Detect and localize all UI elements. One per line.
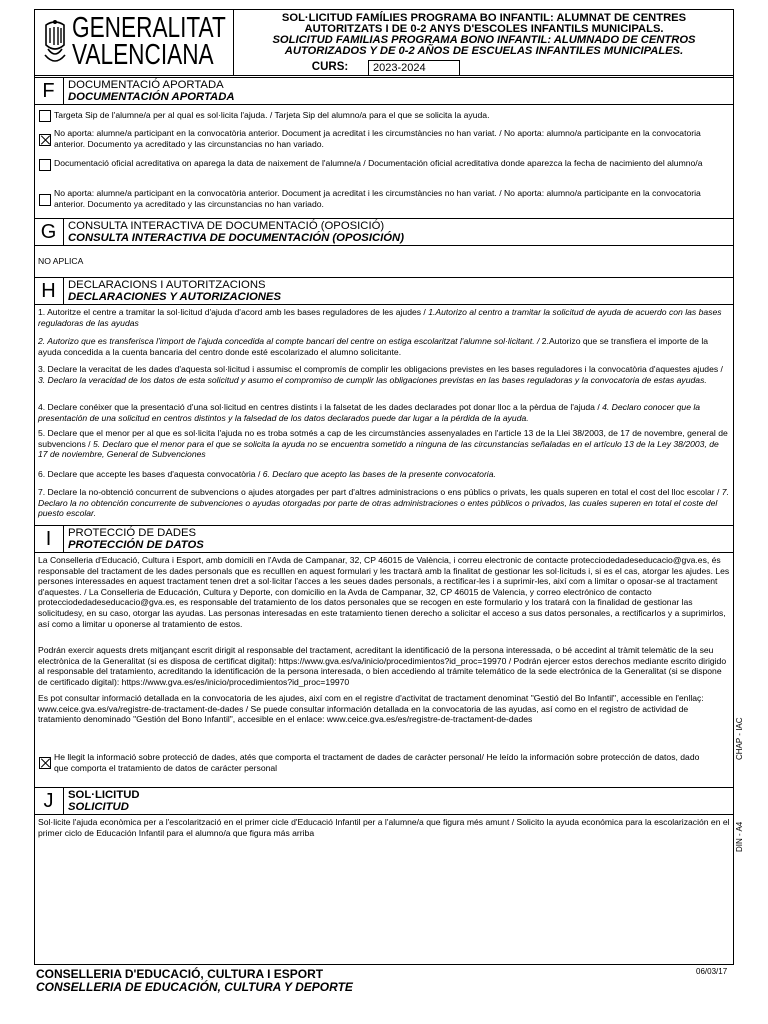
doc-item-sip-card: Targeta Sip de l'alumne/a per al qual es sol·licita l'ajuda. / Tarjeta Sip del alumno/a para el que se solicita la ayuda. <box>54 110 490 120</box>
data-protection-para-3: Es pot consultar informació detallada en la convocatoria de les ajudes, així com en el registre d'activitat de tractament denominat "Gestió del Bo Infantil", accessible en l'enllaç: www.ceice.gva.es/va/registre-de-tractament-de-dades / Se puede consultar información detallada en la convocatoria de las ayudas, así como en el registro de actividad de tratamiento denominado "Gestión del Bono Infantil", accesible en el enlace: www.ceice.gva.es/es/registre-de-tractament-de-dades <box>38 693 704 725</box>
logo-wordmark: GENERALITAT VALENCIANA <box>72 12 226 71</box>
curs-label: CURS: <box>311 61 349 73</box>
logo <box>34 9 234 76</box>
title-spanish-2: AUTORIZADOS Y DE 0-2 AÑOS DE ESCUELAS INFANTILES MUNICIPALES. <box>284 45 684 57</box>
side-label-din: DIN - A4 <box>735 821 744 852</box>
section-letter: H <box>34 278 64 304</box>
footer-conselleria-valencian: CONSELLERIA D'EDUCACIÓ, CULTURA I ESPORT <box>36 967 324 981</box>
coat-of-arms-icon <box>42 19 68 67</box>
form-header <box>34 9 734 76</box>
title-valencian-1: SOL·LICITUD FAMÍLIES PROGRAMA BO INFANTIL: ALUMNAT DE CENTRES <box>281 12 687 24</box>
section-title: DECLARACIONS I AUTORITZACIONS DECLARACIONES Y AUTORIZACIONES <box>68 279 281 303</box>
declaration-2: 2. Autorizo que es transferisca l'import de l'ajuda concedida al compte bancari del centre on estiga escolaritzat l'alumne sol·licitant. / 2.Autorizo que se transfiera el importe de la ayuda concedida a la cuenta bancaria del centro donde esté escolarizado el alumno solicitante. <box>38 336 709 357</box>
section-f-header <box>34 77 734 105</box>
form-date: 06/03/17 <box>696 967 728 976</box>
checkbox-sip-card[interactable] <box>39 110 51 122</box>
section-g-body: NO APLICA <box>38 256 84 266</box>
checkbox-no-aporta-2[interactable] <box>39 194 51 206</box>
data-consent-label: He llegit la informació sobre protecció de dades, atés que comporta el tractament de dades de caràcter personal/ He leído la información sobre protección de datos, dado que comporta el tratamiento de datos de carácter personal <box>54 752 700 773</box>
title-valencian-2: AUTORITZATS I DE 0-2 ANYS D'ESCOLES INFANTILS MUNICIPALS. <box>304 23 664 35</box>
request-body: Sol·licite l'ajuda econòmica per a l'escolarització en el primer cicle d'Educació Infantil per a l'alumne/a que figura més amunt / Solicito la ayuda económica para la escolarización en el primer ciclo de Educación Infantil para el alumno/a que figura más arriba <box>38 817 730 838</box>
footer-conselleria-spanish: CONSELLERIA DE EDUCACIÓN, CULTURA Y DEPORTE <box>36 980 353 994</box>
declaration-3: 3. Declare la veracitat de les dades d'aquesta sol·licitud i assumisc el compromís de complir les obligacions previstes en les bases reguladores i la convocatòria d'aquestes ajudes / 3. Declaro la veracidad de los datos de esta solicitud y asumo el compromiso de cumplir las obligaciones previstas en las bases reguladoras y la convocatoria de estas ayudas. <box>38 364 723 385</box>
section-h-header <box>34 277 734 305</box>
checkbox-no-aporta-1[interactable] <box>39 134 51 146</box>
title-spanish-1: SOLICITUD FAMILIAS PROGRAMA BONO INFANTIL: ALUMNADO DE CENTROS <box>272 34 696 46</box>
section-title: CONSULTA INTERACTIVA DE DOCUMENTACIÓ (OPOSICIÓ) CONSULTA INTERACTIVA DE DOCUMENTACIÓN (OPOSICIÓN) <box>68 220 404 244</box>
section-title: SOL·LICITUD SOLICITUD <box>68 789 140 813</box>
doc-item-birth-doc: Documentació oficial acreditativa on aparega la data de naixement de l'alumne/a / Documentación oficial acreditativa donde aparezca la fecha de nacimiento del alumno/a <box>54 158 703 168</box>
side-label-chap: CHAP - IAC <box>735 717 744 760</box>
doc-item-no-aporta-1: No aporta: alumne/a participant en la convocatòria anterior. Document ja acreditat i les circumstàncies no han variat. / No aporta: alumno/a participante en la convocatoria anterior. Documento ya acreditado y las circunstancias no han variado. <box>54 128 701 149</box>
section-title: PROTECCIÓ DE DADES PROTECCIÓN DE DATOS <box>68 527 204 551</box>
section-g-header <box>34 218 734 246</box>
section-letter: F <box>34 78 64 104</box>
section-j-header <box>34 787 734 815</box>
curs-row <box>234 59 734 76</box>
form-title <box>234 9 734 76</box>
section-title: DOCUMENTACIÓ APORTADA DOCUMENTACIÓN APORTADA <box>68 79 235 103</box>
declaration-6: 6. Declare que accepte les bases d'aquesta convocatòria / 6. Declaro que acepto las bases de la presente convocatoria. <box>38 469 496 479</box>
section-letter: G <box>34 219 64 245</box>
doc-item-no-aporta-2: No aporta: alumne/a participant en la convocatòria anterior. Document ja acreditat i les circumstàncies no han variat. / No aporta: alumno/a participante en la convocatoria anterior. Documento ya acreditado y las circunstancias no han variado. <box>54 188 701 209</box>
checkbox-data-consent[interactable] <box>39 757 51 769</box>
section-i-header <box>34 525 734 553</box>
data-protection-para-2: Podrán exercir aquests drets mitjançant escrit dirigit al responsable del tractament, acreditant la identificació de la persona interessada, o bé accedint al tràmit telemàtic de la seu electrònica de la Generalitat (si es disposa de certificat digital): https://www.gva.es/va/inicio/procedimientos?id_proc=19970 / Podrán ejercer estos derechos mediante escrito dirigido al responsable del tratamiento, acreditando la identificación de la persona interesada, o bien accediendo al trámite telemático de la sede electrónica de la Generalitat (si se dispone de certificado digital): https://www.gva.es/es/inicio/procedimientos?id_proc=19970 <box>38 645 727 687</box>
section-letter: J <box>34 788 64 814</box>
curs-field[interactable]: 2023-2024 <box>368 60 460 76</box>
checkbox-birth-doc[interactable] <box>39 159 51 171</box>
declaration-1: 1. Autoritze el centre a tramitar la sol·licitud d'ajuda d'acord amb les bases reguladores de les ajudes / 1.Autorizo al centro a tramitar la solicitud de ayuda de acuerdo con las bases reguladoras de las ayudas <box>38 307 722 328</box>
section-letter: I <box>34 526 64 552</box>
declaration-5: 5. Declare que el menor per al que es sol·licita l'ajuda no es troba sotmés a cap de les circumstàncies assenyalades en l'article 13 de la Llei 38/2003, de 17 de novembre, general de subvencions / 5. Declaro que el menor para el que se solicita la ayuda no se encuentra sometido a ninguna de las circunstancias señaladas en el artículo 13 de la Ley 38/2003, de 17 de noviembre, General de Subvenciones <box>38 428 728 460</box>
declaration-4: 4. Declare conéixer que la presentació d'una sol·licitud en centres distints i la falsetat de les dades declarades pot donar lloc a la pèrdua de l'ajuda / 4. Declaro conocer que la presentación de una solicitud en centros distintos y la falsedad de los datos declarados puede dar lugar a la pérdida de la ayuda. <box>38 402 701 423</box>
declaration-7: 7. Declare la no-obtenció concurrent de subvencions o ajudes atorgades per part d'altres administracions o ens públics o privats, les quals superen en total el cost del lloc escolar / 7. Declaro la no obtención concurrente de subvenciones o ayudas otorgadas por parte de otras administraciones o entes públicos o privados, las cuales superen en total el coste del puesto escolar. <box>38 487 729 519</box>
data-protection-para-1: La Conselleria d'Educació, Cultura i Esport, amb domicili en l'Avda de Campanar, 32, CP 46015 de València, i correu electronic de contacte protecciodedadeseducacio@gva.es, és responsable del tractament de les dades personals que es reculllen en aquest formulari y les tractarà amb la finalitat de gestionar les sol·licituds i, si es el cas, atorgar les ajudes. Les persones interessades en aquest tractament tenen dret a sol·licitar l'acces a les seues dades personals, a rectificar-les i a suprimir-les, així com a limitar o oposar-se al tractament d'aquestes. / La Conselleria de Educación, Cultura y Deporte, con domicilio en la Avda de Campanar, 32, CP 46015 de Valencia, y correo electrónico de contacto protecciodedadeseducacio@gva.es, es responsable del tratamiento de los datos personales que se recogen en este formulario y los tratará con la finalidad de gestionar las solicitudesy, en su caso, otorgar las ayudas. Las personas interesadas en este tratamiento tienen derecho a solicitar el acceso a sus datos personales, a rectificarlos y a suprimirlos, así como a limitar u oponerse al tratamiento de estos. <box>38 555 730 629</box>
